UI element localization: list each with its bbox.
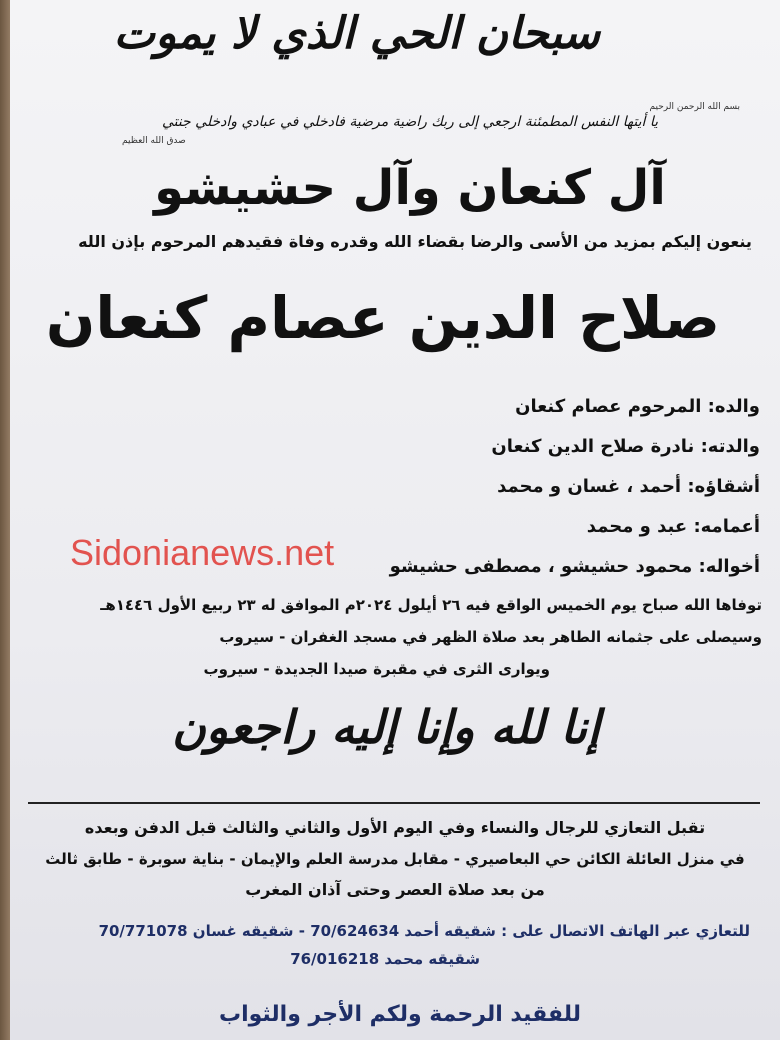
death-date-line: توفاها الله صباح يوم الخميس الواقع فيه ٢٦ أيلول ٢٠٢٤م الموافق له ٢٣ ربيع الأول ١٤٤٦هـ — [100, 596, 762, 614]
condolence-line-2: في منزل العائلة الكائن حي البعاصيري - مقابل مدرسة العلم والإيمان - بناية سوبرة - طابق ثالث — [45, 850, 745, 868]
relative-label: أشقاؤه: — [687, 476, 760, 497]
header-calligraphy: سبحان الحي الذي لا يموت — [113, 8, 600, 59]
relative-label: أخواله: — [698, 556, 760, 577]
families-title: آل كنعان وآل حشيشو — [154, 160, 666, 216]
phone-ghassan: - شقيقه غسان 70/771078 — [98, 922, 305, 940]
obituary-poster — [10, 0, 780, 1040]
phone-ahmad: شقيقه أحمد 70/624634 — [310, 922, 496, 940]
quran-verse: يا أيتها النفس المطمئنة ارجعي إلى ربك راضية مرضية فادخلي في عبادي وادخلي جنتي — [161, 114, 659, 130]
intro-text: ينعون إليكم بمزيد من الأسى والرضا بقضاء الله وقدره وفاة فقيدهم المرحوم بإذن الله — [78, 232, 752, 251]
final-prayer: للفقيد الرحمة ولكم الأجر والثواب — [218, 1002, 581, 1027]
relative-mother — [491, 436, 760, 457]
relative-father — [515, 396, 760, 417]
relative-label: أعمامه: — [693, 516, 760, 537]
sadaqa-text: صدق الله العظيم — [122, 136, 186, 146]
phone-line-1 — [99, 922, 750, 940]
divider-line — [28, 802, 760, 804]
phone-mohammad: شقيقه محمد 76/016218 — [290, 950, 480, 968]
basmala: بسم الله الرحمن الرحيم — [649, 102, 740, 112]
burial-line: ويوارى الثرى في مقبرة صيدا الجديدة - سيروب — [203, 660, 550, 678]
phone-intro: للتعازي عبر الهاتف الاتصال على : — [501, 922, 750, 940]
watermark: Sidonianews.net — [70, 532, 335, 573]
relative-value: عبد و محمد — [586, 516, 688, 537]
condolence-line-3: من بعد صلاة العصر وحتى آذان المغرب — [245, 880, 545, 899]
relative-uncles — [587, 516, 760, 537]
relative-label: والده: — [707, 396, 760, 417]
relative-value: نادرة صلاح الدين كنعان — [491, 436, 695, 457]
relative-siblings — [497, 476, 760, 497]
relative-label: والدته: — [700, 436, 760, 457]
relative-value: المرحوم عصام كنعان — [515, 396, 702, 417]
relative-value: أحمد ، غسان و محمد — [497, 476, 682, 497]
relative-value: محمود حشيشو ، مصطفى حشيشو — [389, 556, 693, 577]
prayer-line: وسيصلى على جثمانه الطاهر بعد صلاة الظهر في مسجد الغفران - سيروب — [219, 628, 762, 646]
deceased-name: صلاح الدين عصام كنعان — [45, 284, 720, 352]
condolence-line-1: تقبل التعازي للرجال والنساء وفي اليوم الأول والثاني والثالث قبل الدفن وبعده — [84, 818, 706, 837]
closing-calligraphy: إنا لله وإنا إليه راجعون — [172, 700, 600, 754]
relative-maternal-uncles — [390, 556, 760, 577]
